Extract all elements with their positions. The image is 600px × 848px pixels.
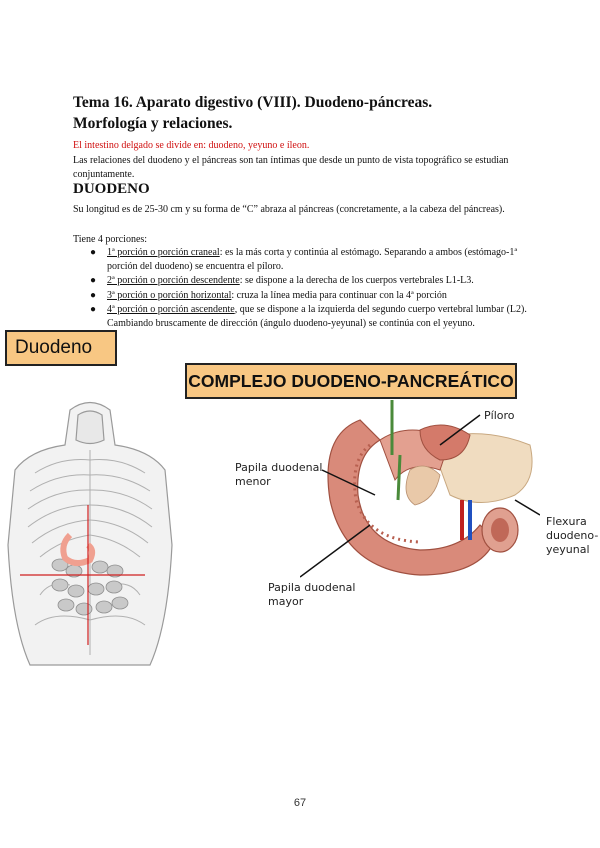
portion-text: : cruza la línea media para continuar con la 4ª porción	[231, 289, 447, 301]
bullet: ●	[90, 275, 97, 286]
duodeno-heading: DUODENO	[73, 181, 150, 197]
papila-menor-line-2: menor	[235, 475, 271, 488]
list-item	[88, 274, 528, 288]
bullet: ●	[90, 289, 97, 301]
duodeno-description: Su longitud es de 25-30 cm y su forma de “C” abraza al páncreas (concretamente, a la cabeza del páncreas).	[73, 204, 505, 215]
portion-name: 2ª porción o porción descendente	[107, 275, 240, 286]
list-item	[88, 289, 528, 303]
flexura-line-1: Flexura	[546, 515, 587, 528]
papila-mayor-line-2: mayor	[268, 595, 304, 608]
papila-menor-label	[235, 461, 322, 489]
bullet: ●	[90, 304, 97, 315]
title-line-1: Tema 16. Aparato digestivo (VIII). Duodeno-páncreas.	[73, 94, 433, 111]
torso-illustration	[0, 395, 180, 670]
list-item	[88, 246, 528, 273]
title-line-2: Morfología y relaciones.	[73, 115, 233, 132]
flexura-label	[546, 515, 598, 557]
portion-name: 3ª porción o porción horizontal	[107, 289, 232, 301]
page-title	[73, 92, 543, 134]
flexura-line-3: yeyunal	[546, 543, 590, 556]
portion-text: : es la más corta y continúa al estómago. Separando a ambos (estómago-1ª porción del duodeno) se encuentra el píloro.	[107, 247, 518, 272]
portion-text: , que se dispone a la izquierda del segundo cuerpo vertebral lumbar (L2). Cambiando bruscamente de dirección (ángulo duodeno-yeyunal) se continúa con el yeyuno.	[107, 304, 527, 329]
flexura-line-2: duodeno-	[546, 529, 599, 542]
papila-menor-line-1: Papila duodenal	[235, 461, 323, 474]
bullet: ●	[90, 247, 97, 258]
duodeno-label-box: Duodeno	[5, 330, 117, 366]
papila-mayor-line-1: Papila duodenal	[268, 581, 356, 594]
list-item	[88, 303, 528, 330]
portions-list	[88, 246, 528, 331]
portion-name: 4ª porción o porción ascendente	[107, 304, 235, 315]
portion-text: : se dispone a la derecha de los cuerpos vertebrales L1-L3.	[239, 275, 474, 286]
relations-paragraph: Las relaciones del duodeno y el páncreas son tan íntimas que desde un punto de vista topográfico se estudian conjuntamente.	[73, 155, 509, 180]
duodeno-pancreas-illustration	[300, 400, 540, 590]
papila-mayor-label	[268, 581, 355, 609]
portions-intro: Tiene 4 porciones:	[73, 234, 148, 245]
piloro-label: Píloro	[484, 409, 515, 422]
intestine-division-note: El intestino delgado se divide en: duodeno, yeyuno e íleon.	[73, 140, 310, 151]
portion-name: 1ª porción o porción craneal	[107, 247, 220, 258]
complejo-title: COMPLEJO DUODENO-PANCREÁTICO	[185, 363, 517, 399]
page-number: 67	[293, 797, 307, 809]
